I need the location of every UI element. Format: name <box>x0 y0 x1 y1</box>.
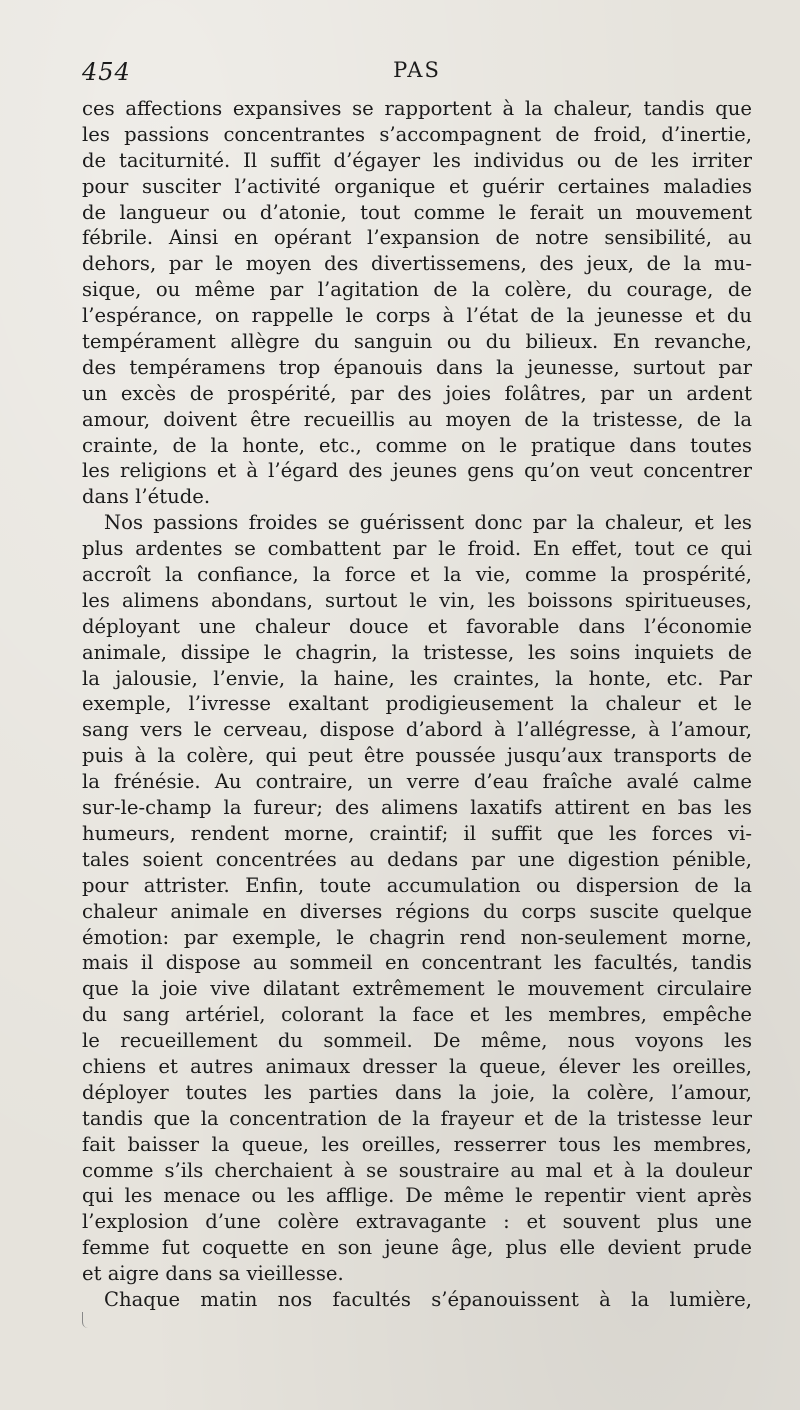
margin-mark <box>82 1312 89 1328</box>
text-line: puis à la colère, qui peut être poussée jusqu’aux transports de <box>82 744 752 768</box>
text-line: sang vers le cerveau, dispose d’abord à l’allégresse, à l’amour, <box>82 718 752 742</box>
paragraph <box>82 510 752 1287</box>
text-line: déployant une chaleur douce et favorable dans l’économie <box>82 614 752 638</box>
page-header <box>82 58 752 90</box>
text-line: Nos passions froides se guérissent donc par la chaleur, et les <box>104 511 752 535</box>
paragraph <box>82 1287 752 1313</box>
body-text <box>82 96 752 1313</box>
text-line: animale, dissipe le chagrin, la tristesse, les soins inquiets de <box>82 640 752 664</box>
text-line: Chaque matin nos facultés s’épanouissent à la lumière, <box>104 1287 752 1311</box>
text-line: du sang artériel, colorant la face et les membres, empêche <box>82 1003 752 1027</box>
text-line: sique, ou même par l’agitation de la colère, du courage, de <box>82 278 752 302</box>
text-line: le recueillement du sommeil. De même, nous voyons les <box>82 1029 752 1053</box>
text-line: dehors, par le moyen des divertissemens, des jeux, de la mu- <box>82 252 752 276</box>
text-line: l’explosion d’une colère extravagante : et souvent plus une <box>82 1210 752 1234</box>
text-line: exemple, l’ivresse exaltant prodigieusement la chaleur et le <box>82 692 752 716</box>
text-line: accroît la confiance, la force et la vie, comme la prospérité, <box>82 563 752 587</box>
text-line: des tempéramens trop épanouis dans la jeunesse, surtout par <box>82 355 752 379</box>
text-line: chiens et autres animaux dresser la queue, élever les oreilles, <box>82 1054 752 1078</box>
text-line: sur-le-champ la fureur; des alimens laxatifs attirent en bas les <box>82 796 752 820</box>
text-line: un excès de prospérité, par des joies folâtres, par un ardent <box>82 381 752 405</box>
text-line: plus ardentes se combattent par le froid. En effet, tout ce qui <box>82 537 752 561</box>
text-line: amour, doivent être recueillis au moyen de la tristesse, de la <box>82 407 752 431</box>
text-line: de langueur ou d’atonie, tout comme le ferait un mouvement <box>82 200 752 224</box>
text-line: ces affections expansives se rapportent à la chaleur, tandis que <box>82 97 752 120</box>
text-line: femme fut coquette en son jeune âge, plus elle devient prude <box>82 1236 752 1260</box>
text-line: pour susciter l’activité organique et guérir certaines maladies <box>82 174 752 198</box>
text-line: dans l’étude. <box>82 485 211 509</box>
text-line: fébrile. Ainsi en opérant l’expansion de notre sensibilité, au <box>82 226 752 250</box>
text-line: la frénésie. Au contraire, un verre d’eau fraîche avalé calme <box>82 770 752 794</box>
text-line: fait baisser la queue, les oreilles, resserrer tous les membres, <box>82 1132 752 1156</box>
text-line: mais il dispose au sommeil en concentrant les facultés, tandis <box>82 951 752 975</box>
text-line: l’espérance, on rappelle le corps à l’état de la jeunesse et du <box>82 304 752 328</box>
text-line: et aigre dans sa vieillesse. <box>82 1262 344 1286</box>
text-line: les religions et à l’égard des jeunes gens qu’on veut concentrer <box>82 459 752 483</box>
text-line: les alimens abondans, surtout le vin, les boissons spiritueuses, <box>82 588 752 612</box>
running-head: PAS <box>393 58 441 82</box>
text-line: la jalousie, l’envie, la haine, les craintes, la honte, etc. Par <box>82 666 752 690</box>
text-line: qui les menace ou les afflige. De même le repentir vient après <box>82 1184 752 1208</box>
text-line: de taciturnité. Il suffit d’égayer les individus ou de les irriter <box>82 148 752 172</box>
text-line: les passions concentrantes s’accompagnent de froid, d’inertie, <box>82 122 752 146</box>
text-line: déployer toutes les parties dans la joie, la colère, l’amour, <box>82 1080 752 1104</box>
text-line: émotion: par exemple, le chagrin rend non-seulement morne, <box>82 925 752 949</box>
page-number: 454 <box>82 58 131 86</box>
text-line: comme s’ils cherchaient à se soustraire au mal et à la douleur <box>82 1158 752 1182</box>
text-line: que la joie vive dilatant extrêmement le mouvement circulaire <box>82 977 752 1001</box>
paragraph <box>82 96 752 510</box>
text-line: tales soient concentrées au dedans par une digestion pénible, <box>82 847 752 871</box>
text-line: crainte, de la honte, etc., comme on le pratique dans toutes <box>82 433 752 457</box>
text-line: pour attrister. Enfin, toute accumulation ou dispersion de la <box>82 873 752 897</box>
text-line: tempérament allègre du sanguin ou du bilieux. En revanche, <box>82 330 752 354</box>
text-line: chaleur animale en diverses régions du corps suscite quelque <box>82 899 752 923</box>
text-line: tandis que la concentration de la frayeur et de la tristesse leur <box>82 1106 752 1130</box>
text-line: humeurs, rendent morne, craintif; il suffit que les forces vi- <box>82 821 752 845</box>
